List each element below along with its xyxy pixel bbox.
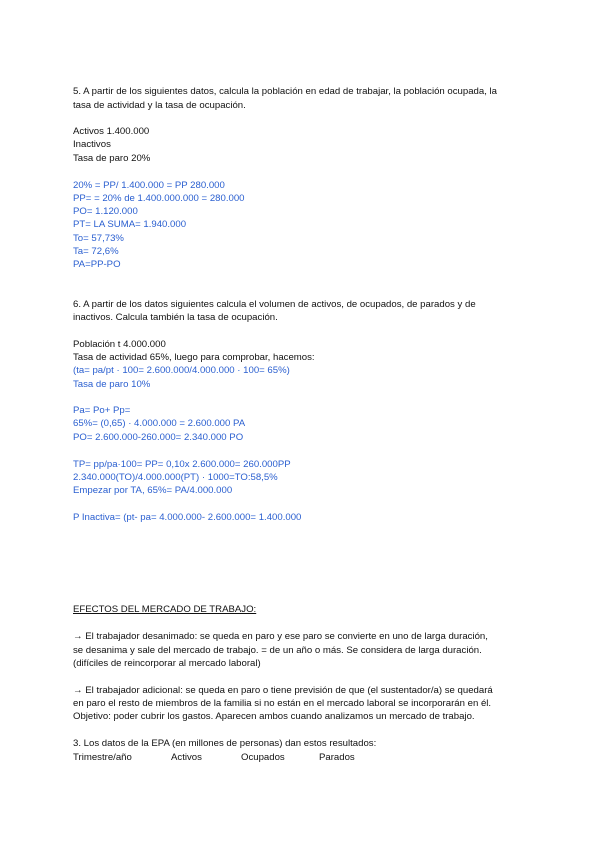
q6-calc-line: Pa= Po+ Pp=: [73, 405, 131, 416]
effects-paragraph-1-line: se desanima y sale del mercado de trabajo. = de un año o más. Se considera de larga duración.: [73, 645, 482, 656]
q6-data-line: Población t 4.000.000: [73, 339, 166, 350]
column-header-parados: Parados: [319, 752, 355, 763]
q5-solution-line: 20% = PP/ 1.400.000 = PP 280.000: [73, 180, 225, 191]
q3-statement: 3. Los datos de la EPA (en millones de personas) dan estos resultados:: [73, 738, 377, 749]
q5-solution-line: PP= = 20% de 1.400.000.000 = 280.000: [73, 193, 245, 204]
q6-calc-line: TP= pp/pa·100= PP= 0,10x 2.600.000= 260.000PP: [73, 459, 291, 470]
effects-paragraph-2-line: Objetivo: poder cubrir los gastos. Aparecen ambos cuando analizamos un mercado de trabajo.: [73, 711, 475, 722]
q6-data-line: Tasa de actividad 65%, luego para comprobar, hacemos:: [73, 352, 315, 363]
q5-statement-line-2: tasa de actividad y la tasa de ocupación.: [73, 100, 246, 111]
effects-paragraph-2-line: en paro el resto de miembros de la familia si no están en el mercado laboral se incorporarán en él.: [73, 698, 492, 709]
q5-solution-line: PT= LA SUMA= 1.940.000: [73, 219, 187, 230]
q6-calc-line: PO= 2.600.000-260.000= 2.340.000 PO: [73, 432, 244, 443]
effects-paragraph-2-line: → El trabajador adicional: se queda en paro o tiene previsión de que (el sustentador/a) se quedará: [73, 685, 493, 696]
q6-statement-line-2: inactivos. Calcula también la tasa de ocupación.: [73, 312, 278, 323]
q5-solution-line: PO= 1.120.000: [73, 206, 138, 217]
q5-data-line: Activos 1.400.000: [73, 126, 150, 137]
q6-calc-line: 2.340.000(TO)/4.000.000(PT) · 1000=TO:58,5%: [73, 472, 278, 483]
q6-calc-line: 65%= (0,65) · 4.000.000 = 2.600.000 PA: [73, 418, 246, 429]
q6-inactive-line: P Inactiva= (pt- pa= 4.000.000- 2.600.000= 1.400.000: [73, 512, 302, 523]
column-header-ocupados: Ocupados: [241, 752, 285, 763]
q5-solution-line: Ta= 72,6%: [73, 246, 119, 257]
q6-calc-line: Empezar por TA, 65%= PA/4.000.000: [73, 485, 233, 496]
column-header-trimestre: Trimestre/año: [73, 752, 132, 763]
q6-statement-line-1: 6. A partir de los datos siguientes calcula el volumen de activos, de ocupados, de parados y de: [73, 299, 476, 310]
q5-data-line: Inactivos: [73, 139, 111, 150]
column-header-activos: Activos: [171, 752, 202, 763]
effects-heading: EFECTOS DEL MERCADO DE TRABAJO:: [73, 604, 257, 615]
q5-solution-line: PA=PP-PO: [73, 259, 121, 270]
q5-statement-line-1: 5. A partir de los siguientes datos, calcula la población en edad de trabajar, la población ocupada, la: [73, 86, 498, 97]
effects-paragraph-1-line: → El trabajador desanimado: se queda en paro y ese paro se convierte en uno de larga duración,: [73, 631, 488, 642]
q5-solution-line: To= 57,73%: [73, 233, 124, 244]
q3-table-header: [73, 752, 355, 764]
q6-check-line: (ta= pa/pt · 100= 2.600.000/4.000.000 · 100= 65%): [73, 365, 290, 376]
q5-data-line: Tasa de paro 20%: [73, 153, 151, 164]
effects-paragraph-1-line: (difíciles de reincorporar al mercado laboral): [73, 658, 261, 669]
q6-check-line: Tasa de paro 10%: [73, 379, 151, 390]
